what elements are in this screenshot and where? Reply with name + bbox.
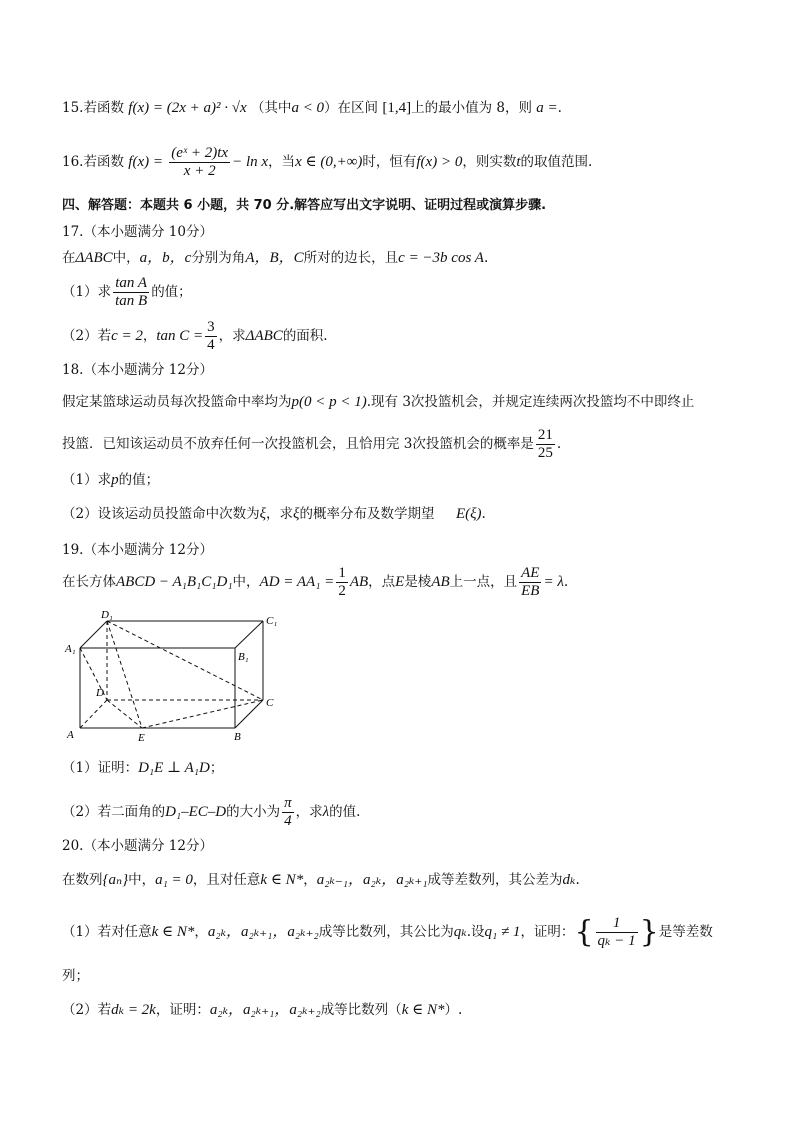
q18-stem-line2 bbox=[62, 424, 754, 464]
q19-p1-a: （1）证明： bbox=[62, 760, 139, 776]
right-brace: } bbox=[639, 914, 659, 950]
q18-s3-end: . bbox=[556, 436, 562, 452]
edge-A1D1 bbox=[80, 621, 107, 648]
q18-s2: .现有 3次投篮机会，并规定连续两次投篮均不中即终止 bbox=[366, 394, 695, 410]
q20-p2-c: 成等比数列（ bbox=[320, 1002, 402, 1018]
q17-p2-b: ，求 bbox=[218, 328, 246, 344]
q20-qk1: qₖ − 1 bbox=[597, 933, 636, 949]
q20-p1-d: .设 bbox=[466, 924, 485, 940]
question-15 bbox=[62, 98, 754, 118]
q16-inequality: f(x) > 0 bbox=[416, 154, 463, 170]
q20-p1-kN: k ∈ N* bbox=[151, 924, 195, 940]
q17-stem bbox=[62, 248, 754, 268]
q19-pi: π bbox=[284, 795, 292, 811]
edge-B1C1 bbox=[235, 621, 263, 648]
q17-p2-triangle: ΔABC bbox=[245, 328, 283, 344]
q20-p1-e: ，证明： bbox=[520, 924, 575, 940]
q17-p1-num: tan A bbox=[113, 275, 149, 293]
q19-p2-lambda: λ bbox=[322, 804, 330, 820]
segment-EC bbox=[142, 700, 263, 728]
q20-stem bbox=[62, 870, 754, 890]
q16-text: 若函数 bbox=[83, 154, 124, 170]
q19-part1 bbox=[62, 758, 754, 778]
q17-angles: A，B，C bbox=[245, 250, 304, 266]
q19-eq2: AB bbox=[349, 574, 369, 590]
q20-p1-f: 是等差数 bbox=[658, 924, 713, 940]
q20-s6: . bbox=[575, 872, 580, 888]
q17-p1-den: tan B bbox=[115, 293, 148, 309]
q18-xi2: ξ bbox=[293, 506, 300, 522]
q20-part2 bbox=[62, 1000, 754, 1020]
q19-heading: 19.（本小题满分 12分） bbox=[62, 542, 213, 558]
q19-four: 4 bbox=[284, 813, 292, 829]
q18-s3: 投篮．已知该运动员不放弃任何一次投篮机会，且恰用完 3次投篮机会的概率是 bbox=[62, 436, 534, 452]
q17-triangle: ΔABC bbox=[75, 250, 113, 266]
q16-text5: 的取值范围. bbox=[520, 154, 593, 170]
q20-p1-terms: a₂ₖ，a₂ₖ₊₁，a₂ₖ₊₂ bbox=[207, 924, 319, 940]
q19-s3: ，点 bbox=[368, 574, 396, 590]
q18-fraction bbox=[536, 427, 555, 462]
q18-num: 21 bbox=[537, 427, 553, 443]
edge-AD bbox=[80, 700, 107, 728]
q19-p1-b: ； bbox=[209, 760, 224, 776]
q20-terms1: a₂ₖ₋₁，a₂ₖ，a₂ₖ₊₁ bbox=[316, 872, 428, 888]
q20-dk2: dₖ = 2k bbox=[111, 1002, 156, 1018]
q19-s5: 上一点，且 bbox=[449, 574, 518, 590]
q17-stem-d: 所对的边长，且 bbox=[303, 250, 399, 266]
q18-p-expr: p(0 < p < 1) bbox=[291, 394, 367, 410]
q19-stem bbox=[62, 562, 754, 602]
q17-p2-den: 4 bbox=[207, 337, 215, 353]
q17-stem-c: 分别为角 bbox=[191, 250, 246, 266]
q20-qk: qₖ bbox=[453, 924, 467, 940]
q20-fraction bbox=[596, 915, 638, 950]
q15-number: 15. bbox=[62, 100, 84, 116]
q18-p2-b: ，求 bbox=[266, 506, 294, 522]
q16-domain: x ∈ (0,+∞) bbox=[295, 154, 363, 170]
q16-text2: ，当 bbox=[268, 154, 296, 170]
q20-p2-b: ，证明： bbox=[155, 1002, 210, 1018]
label-B: B bbox=[234, 731, 241, 743]
q20-one: 1 bbox=[596, 915, 638, 933]
q20-p1-b: ， bbox=[194, 924, 208, 940]
q18-part1 bbox=[62, 470, 754, 490]
q19-lambda: = λ bbox=[543, 574, 564, 590]
q20-s1: 在数列 bbox=[62, 872, 103, 888]
label-C: C bbox=[266, 697, 274, 709]
q20-p2-terms: a₂ₖ，a₂ₖ₊₁，a₂ₖ₊₂ bbox=[209, 1002, 321, 1018]
q19-rden: EB bbox=[521, 583, 540, 599]
q19-s4: 是棱 bbox=[404, 574, 432, 590]
q18-p1-var: p bbox=[111, 472, 119, 488]
q16-tail: − ln x bbox=[232, 154, 269, 170]
q17-p1-b: 的值； bbox=[151, 284, 192, 300]
q19-half bbox=[336, 565, 348, 600]
q17-p1-fraction bbox=[113, 275, 149, 310]
q17-stem-e: . bbox=[483, 250, 489, 266]
q18-p2-end: . bbox=[481, 506, 486, 522]
q20-a1: a₁ = 0 bbox=[155, 872, 193, 888]
q15-text: 若函数 bbox=[83, 100, 124, 116]
q17-p1-a: （1）求 bbox=[62, 284, 112, 300]
q19-s1: 在长方体 bbox=[62, 574, 116, 590]
q19-solid: ABCD − A₁B₁C₁D₁ bbox=[116, 574, 233, 590]
q17-condition: c = −3b cos A bbox=[398, 250, 484, 266]
q18-den: 25 bbox=[537, 445, 553, 461]
q19-part2 bbox=[62, 792, 754, 832]
q19-p2-a: （2）若二面角的 bbox=[62, 804, 166, 820]
q19-p1-expr: D₁E ⊥ A₁D bbox=[138, 760, 210, 776]
q16-lhs: f(x) = bbox=[128, 154, 163, 170]
q19-eq1: AD = AA₁ = bbox=[259, 574, 335, 590]
q17-sides: a，b，c bbox=[139, 250, 192, 266]
q20-p2-a: （2）若 bbox=[62, 1002, 112, 1018]
label-A1: A₁ bbox=[65, 643, 76, 655]
q17-p2-end: 的面积. bbox=[282, 328, 328, 344]
q17-heading: 17.（本小题满分 10分） bbox=[62, 224, 213, 240]
q17-part2 bbox=[62, 316, 754, 356]
q16-variable: t bbox=[516, 154, 521, 170]
q19-point: E bbox=[395, 574, 405, 590]
q18-p2-c: 的概率分布及数学期望 bbox=[299, 506, 435, 522]
q15-condition: a < 0 bbox=[291, 100, 325, 116]
edge-BC bbox=[235, 700, 263, 728]
q20-q1: q₁ ≠ 1 bbox=[484, 924, 521, 940]
left-brace: { bbox=[574, 914, 594, 950]
q15-text4: 上的最小值为 8，则 bbox=[411, 100, 532, 116]
q15-formula: f(x) = (2x + a)² · √x bbox=[128, 100, 247, 116]
q18-expectation: E(ξ) bbox=[455, 506, 482, 522]
q20-s4: ， bbox=[303, 872, 317, 888]
q16-fraction bbox=[169, 145, 230, 180]
q17-stem-a: 在 bbox=[62, 250, 76, 266]
q17-p2-fraction bbox=[205, 319, 217, 354]
q17-p2-a: （2）若 bbox=[62, 328, 112, 344]
q17-stem-b: 中， bbox=[112, 250, 140, 266]
q20-part1 bbox=[62, 910, 754, 954]
q17-p2-num: 3 bbox=[207, 319, 215, 335]
q18-xi: ξ bbox=[259, 506, 267, 522]
q19-rnum: AE bbox=[521, 565, 540, 581]
q18-s1: 假定某篮球运动员每次投篮命中率均为 bbox=[62, 394, 292, 410]
label-D: D bbox=[96, 687, 104, 699]
q16-number: 16. bbox=[62, 154, 84, 170]
q20-p2-kN: k ∈ N* bbox=[401, 1002, 445, 1018]
cuboid-diagram bbox=[60, 608, 290, 743]
segment-D1E bbox=[107, 621, 142, 728]
question-16 bbox=[62, 142, 754, 182]
q20-heading: 20.（本小题满分 12分） bbox=[62, 838, 213, 854]
q19-p2-fraction bbox=[282, 795, 294, 830]
label-E: E bbox=[138, 732, 145, 743]
q18-p2-a: （2）设该运动员投篮命中次数为 bbox=[62, 506, 260, 522]
q20-s5: 成等差数列，其公差为 bbox=[427, 872, 563, 888]
q18-part2 bbox=[62, 504, 754, 524]
q19-p2-c: ，求 bbox=[295, 804, 323, 820]
q17-part1 bbox=[62, 272, 754, 312]
label-C1: C₁ bbox=[266, 615, 278, 627]
label-B1: B₁ bbox=[238, 651, 249, 663]
q20-kN: k ∈ N* bbox=[260, 872, 304, 888]
q20-dk: dₖ bbox=[562, 872, 576, 888]
q18-stem-line1 bbox=[62, 392, 754, 412]
q15-interval: [1,4] bbox=[382, 100, 412, 116]
label-D1: D₁ bbox=[101, 609, 113, 621]
q18-p1-b: 的值； bbox=[118, 472, 160, 488]
q15-end: . bbox=[557, 100, 562, 116]
q18-heading: 18.（本小题满分 12分） bbox=[62, 362, 213, 378]
q16-frac-denominator: x + 2 bbox=[183, 163, 216, 179]
q17-p2-tan: tan C = bbox=[156, 328, 204, 344]
q20-seq: {aₙ} bbox=[102, 872, 129, 888]
q19-p2-end: 的值. bbox=[329, 804, 361, 820]
q15-text3: ）在区间 bbox=[324, 100, 379, 116]
q20-s2: 中， bbox=[128, 872, 156, 888]
q19-num: 1 bbox=[338, 565, 346, 581]
q15-answer-blank: a = bbox=[536, 100, 558, 116]
q19-edge: AB bbox=[431, 574, 450, 590]
q17-p2-c: c = 2 bbox=[111, 328, 143, 344]
q20-s3: ，且对任意 bbox=[192, 872, 261, 888]
q17-p2-sep: ， bbox=[142, 328, 157, 344]
q16-frac-numerator: (eˣ + 2)tx bbox=[171, 145, 229, 161]
q20-part1-cont: 列； bbox=[62, 968, 89, 984]
q16-text4: ，则实数 bbox=[462, 154, 517, 170]
segment-DE bbox=[107, 700, 142, 728]
q16-text3: 时，恒有 bbox=[362, 154, 417, 170]
label-A: A bbox=[67, 729, 74, 741]
q19-den: 2 bbox=[338, 583, 346, 599]
q19-p2-angle: D₁–EC–D bbox=[165, 804, 227, 820]
q20-p2-end: ）. bbox=[444, 1002, 463, 1018]
q15-text2: （其中 bbox=[250, 100, 292, 116]
section-4-heading: 四、解答题：本题共 6 小题，共 70 分.解答应写出文字说明、证明过程或演算步骤. bbox=[62, 198, 547, 213]
q20-p1-c: 成等比数列，其公比为 bbox=[318, 924, 454, 940]
q19-s2: 中， bbox=[232, 574, 260, 590]
q19-s6: . bbox=[563, 574, 569, 590]
q19-p2-b: 的大小为 bbox=[226, 804, 281, 820]
q20-p1-a: （1）若对任意 bbox=[62, 924, 152, 940]
q18-p1-a: （1）求 bbox=[62, 472, 112, 488]
q19-ratio bbox=[519, 565, 541, 600]
